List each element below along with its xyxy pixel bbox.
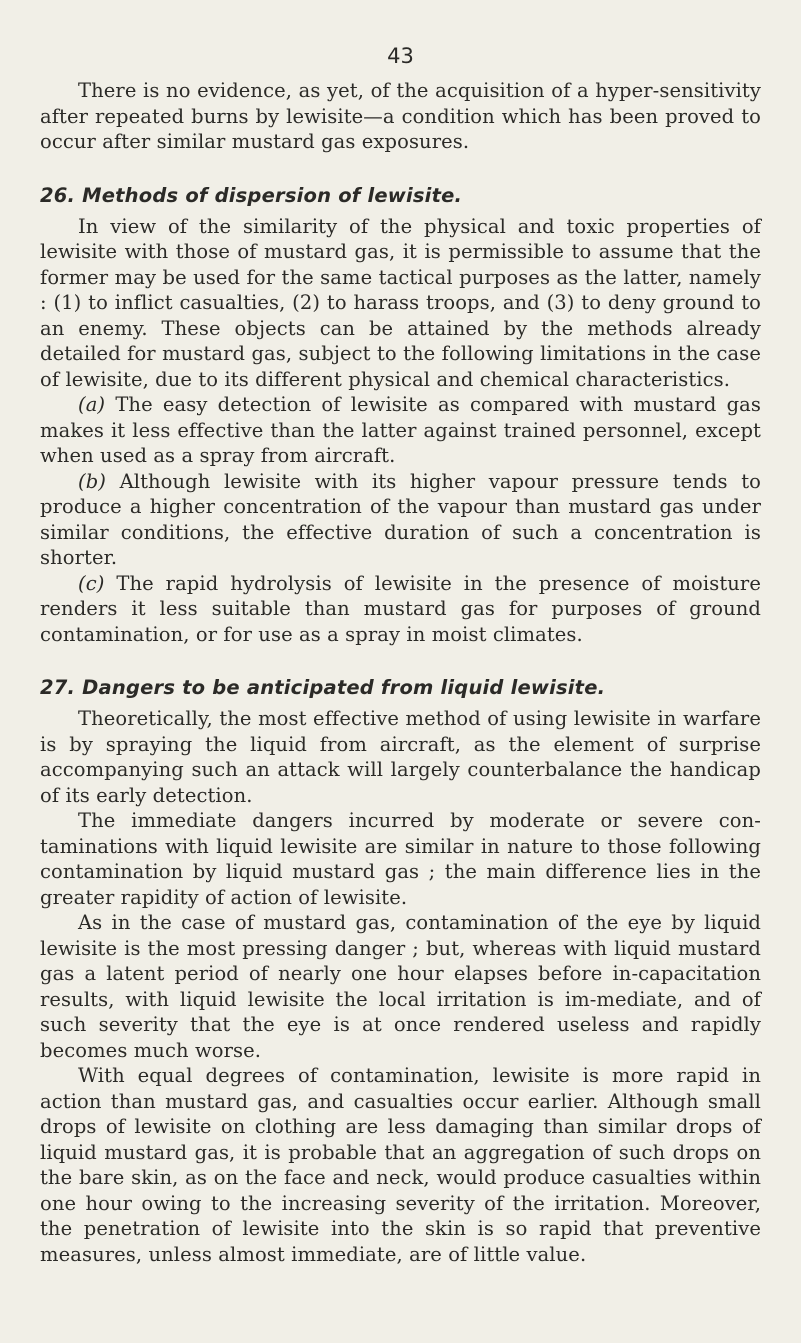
item-text-b: Although lewisite with its higher vapour pressure tends to produce a higher concentration of the vapour than mustard gas under similar conditions, the effective duration of such a concentration is shorter. (40, 469, 761, 569)
item-label-c: (c) (78, 571, 105, 595)
page-number: 43 (387, 44, 414, 68)
section-26-paragraph: In view of the similarity of the physical and toxic properties of lewisite with those of mustard gas, it is permissible to assume that the former may be used for the same tactical purposes as the latter, namely : (1) to inflict casualties, (2) to harass troops, and (3) to deny ground to an enemy. These objects can be attained by the methods already detailed for mustard gas, subject to the following limitations in the case of lewisite, due to its different physical and chemical characteristics. (40, 214, 761, 391)
section-27-paragraph-2: The immediate dangers incurred by moderate or severe con-taminations with liquid lewisite are similar in nature to those following contamination by liquid mustard gas ; the main difference lies in the greater rapidity of action of lewisite. (40, 809, 761, 909)
section-27-paragraph-1: Theoretically, the most effective method of using lewisite in warfare is by spraying the liquid from aircraft, as the element of surprise accompanying such an attack will largely counterbalance the handicap of its early detection. (40, 707, 761, 807)
section-26-item-b (40, 469, 761, 571)
section-26-item-a (40, 392, 761, 469)
item-text-a: The easy detection of lewisite as compared with mustard gas makes it less effective than the latter against trained personnel, except when used as a spray from aircraft. (40, 393, 762, 467)
section-26-item-c (40, 571, 761, 648)
item-text-c: The rapid hydrolysis of lewisite in the presence of moisture renders it less suitable than mustard gas for purposes of ground contamination, or for use as a spray in moist climates. (40, 571, 761, 646)
intro-paragraph: There is no evidence, as yet, of the acquisition of a hyper-sensitivity after repeated burns by lewisite—a condition which has been proved to occur after similar mustard gas exposures. (40, 79, 761, 153)
section-27-paragraph-3: As in the case of mustard gas, contamination of the eye by liquid lewisite is the most pressing danger ; but, whereas with liquid mustard gas a latent period of nearly one hour elapses before in-capacitation results, with liquid lewisite the local irritation is im-mediate, and of such severity that the eye is at once rendered useless and rapidly becomes much worse. (40, 911, 761, 1062)
section-27-paragraph-4: With equal degrees of contamination, lewisite is more rapid in action than mustard gas, and casualties occur earlier. Although small drops of lewisite on clothing are less damaging than similar drops of liquid mustard gas, it is probable that an aggregation of such drops on the bare skin, as on the face and neck, would produce casualties within one hour owing to the increasing severity of the irritation. Moreover, the penetration of lewisite into the skin is so rapid that preventive measures, unless almost immediate, are of little value. (40, 1064, 761, 1266)
item-label-b: (b) (78, 469, 106, 493)
section-26-heading: 26. Methods of dispersion of lewisite. (40, 183, 463, 207)
item-label-a: (a) (78, 393, 106, 416)
section-27-heading: 27. Dangers to be anticipated from liquid lewisite. (40, 676, 606, 699)
